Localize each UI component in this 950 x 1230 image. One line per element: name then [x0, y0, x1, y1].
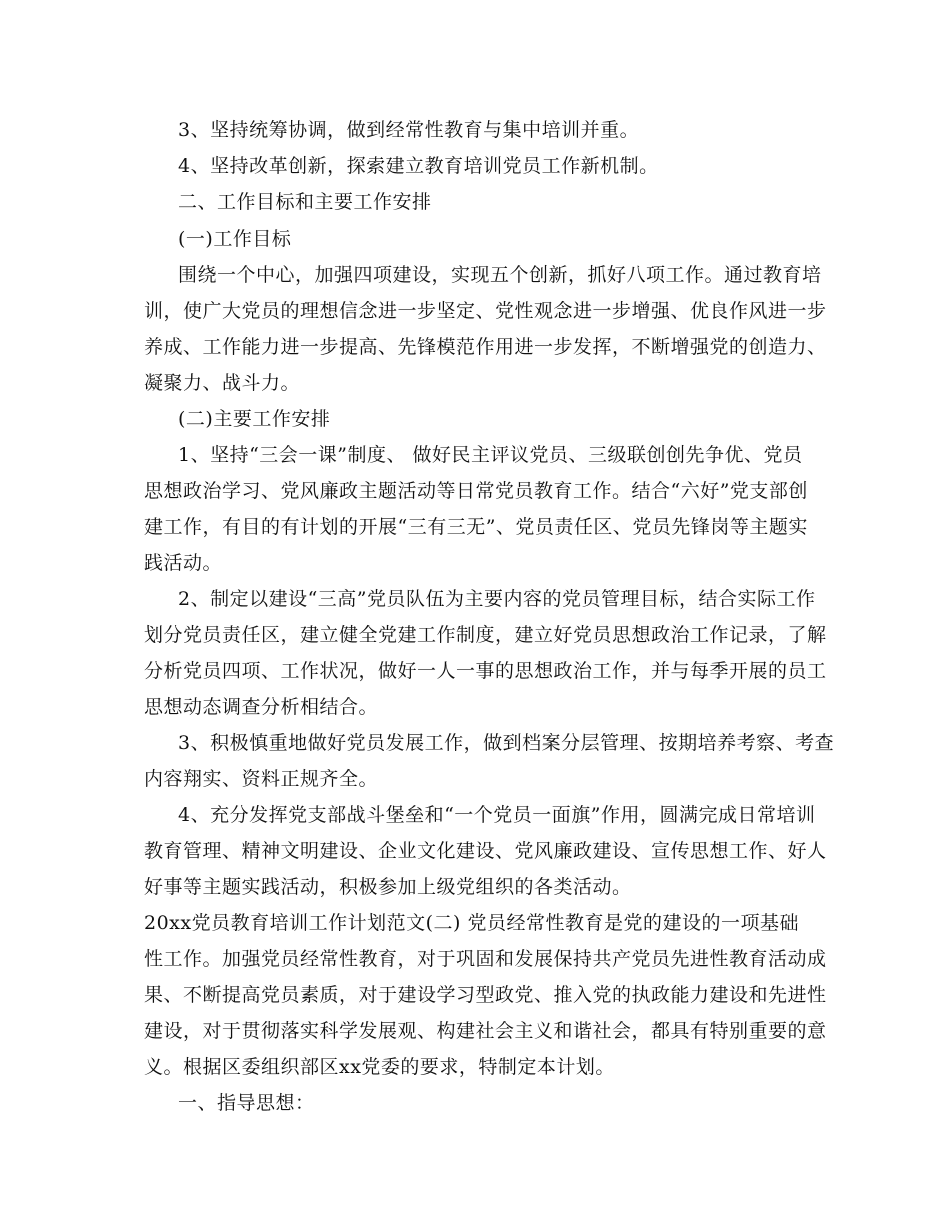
paragraph-line: 内容翔实、资料正规齐全。: [144, 768, 379, 790]
paragraph-line: 3、积极慎重地做好党员发展工作，做到档案分层管理、按期培养考察、考查: [178, 732, 835, 754]
list-item-4: 4、坚持改革创新，探索建立教育培训党员工作新机制。: [178, 155, 659, 177]
paragraph-line: 果、不断提高党员素质，对于建设学习型政党、推入党的执政能力建设和先进性: [144, 984, 827, 1006]
list-item-3: 3、坚持统筹协调，做到经常性教育与集中培训并重。: [178, 119, 640, 141]
subsection-heading: (一)工作目标: [178, 228, 292, 250]
paragraph-line: 建设，对于贯彻落实科学发展观、构建社会主义和谐社会，都具有特别重要的意: [144, 1020, 827, 1042]
paragraph-line: 划分党员责任区，建立健全党建工作制度，建立好党员思想政治工作记录，了解: [144, 624, 827, 646]
paragraph-line: 围绕一个中心，加强四项建设，实现五个创新，抓好八项工作。通过教育培: [178, 264, 822, 286]
paragraph-line: 教育管理、精神文明建设、企业文化建设、党风廉政建设、宣传思想工作、好人: [144, 840, 827, 862]
paragraph-line: 养成、工作能力进一步提高、先锋模范作用进一步发挥，不断增强党的创造力、: [144, 336, 827, 358]
paragraph-line: 1、坚持“三会一课”制度、 做好民主评议党员、三级联创创先争优、党员: [178, 444, 803, 466]
paragraph-line: 思想政治学习、党风廉政主题活动等日常党员教育工作。结合“六好”党支部创: [144, 480, 808, 502]
paragraph-line: 4、充分发挥党支部战斗堡垒和“一个党员一面旗”作用，圆满完成日常培训: [178, 804, 816, 826]
paragraph-line: 建工作，有目的有计划的开展“三有三无”、党员责任区、党员先锋岗等主题实: [144, 516, 808, 538]
subsection-heading: (二)主要工作安排: [178, 408, 331, 430]
section-heading: 二、工作目标和主要工作安排: [178, 191, 432, 213]
paragraph-line: 好事等主题实践活动，积极参加上级党组织的各类活动。: [144, 876, 632, 898]
paragraph-line: 性工作。加强党员经常性教育，对于巩固和发展保持共产党员先进性教育活动成: [144, 948, 827, 970]
paragraph-line: 思想动态调查分析相结合。: [144, 696, 379, 718]
paragraph-line: 训，使广大党员的理想信念进一步坚定、党性观念进一步增强、优良作风进一步: [144, 300, 827, 322]
paragraph-line: 践活动。: [144, 552, 223, 574]
paragraph-line: 2、制定以建设“三高”党员队伍为主要内容的党员管理目标，结合实际工作: [178, 588, 816, 610]
section-heading: 一、指导思想：: [178, 1092, 315, 1114]
document-title-line: 20xx党员教育培训工作计划范文(二) 党员经常性教育是党的建设的一项基础: [144, 912, 799, 934]
paragraph-line: 凝聚力、战斗力。: [144, 372, 301, 394]
paragraph-line: 义。根据区委组织部区xx党委的要求，特制定本计划。: [144, 1056, 615, 1078]
paragraph-line: 分析党员四项、工作状况，做好一人一事的思想政治工作，并与每季开展的员工: [144, 660, 827, 682]
